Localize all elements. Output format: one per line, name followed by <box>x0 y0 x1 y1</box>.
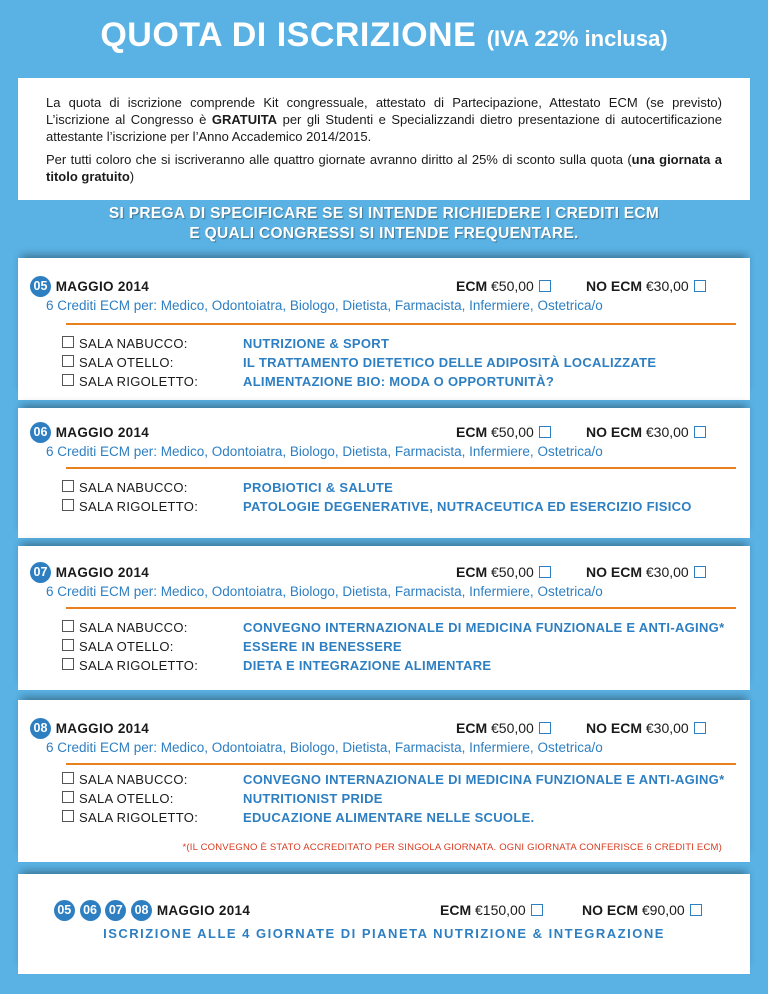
session-row[interactable]: SALA RIGOLETTO: PATOLOGIE DEGENERATIVE, NUTRACEUTICA ED ESERCIZIO FISICO <box>62 497 752 516</box>
session-row[interactable]: SALA OTELLO: NUTRITIONIST PRIDE <box>62 789 752 808</box>
session-checkbox <box>62 810 74 822</box>
divider <box>66 323 736 325</box>
session-checkbox <box>62 772 74 784</box>
session-list <box>62 618 752 675</box>
ecm-checkbox[interactable] <box>539 722 551 734</box>
ecm-checkbox[interactable] <box>539 426 551 438</box>
day-number-badge: 08 <box>131 900 152 921</box>
package-ecm-option[interactable]: ECM €150,00 <box>440 902 543 918</box>
session-checkbox <box>62 336 74 348</box>
no-ecm-checkbox[interactable] <box>694 280 706 292</box>
page-title <box>0 16 768 66</box>
package-title: ISCRIZIONE ALLE 4 GIORNATE DI PIANETA NUTRIZIONE & INTEGRAZIONE <box>103 926 665 941</box>
package-header: 05 06 07 08 MAGGIO 2014 ECM €150,00 NO ECM €90,00 <box>30 900 730 922</box>
divider <box>66 763 736 765</box>
day-number-badge: 06 <box>80 900 101 921</box>
day-panel-07 <box>18 546 750 690</box>
divider <box>66 467 736 469</box>
session-row[interactable]: SALA NABUCCO: NUTRIZIONE & SPORT <box>62 334 752 353</box>
day-header: 07 MAGGIO 2014 ECM €50,00 NO ECM €30,00 <box>30 562 730 584</box>
day-number-badge: 07 <box>30 562 51 583</box>
session-row[interactable]: SALA OTELLO: IL TRATTAMENTO DIETETICO DELLE ADIPOSITÀ LOCALIZZATE <box>62 353 752 372</box>
session-list <box>62 770 752 827</box>
no-ecm-option[interactable]: NO ECM €30,00 <box>586 564 706 580</box>
footnote: *(IL CONVEGNO È STATO ACCREDITATO PER SINGOLA GIORNATA. OGNI GIORNATA CONFERISCE 6 CREDITI ECM) <box>182 842 722 853</box>
session-checkbox <box>62 658 74 670</box>
credits-line: 6 Crediti ECM per: Medico, Odontoiatra, Biologo, Dietista, Farmacista, Infermiere, Ostetrica/o <box>46 740 603 755</box>
ecm-option[interactable]: ECM €50,00 <box>456 564 551 580</box>
title-main: QUOTA DI ISCRIZIONE <box>100 16 477 54</box>
ecm-checkbox[interactable] <box>539 566 551 578</box>
session-checkbox <box>62 374 74 386</box>
no-ecm-option[interactable]: NO ECM €30,00 <box>586 424 706 440</box>
session-row[interactable]: SALA NABUCCO: CONVEGNO INTERNAZIONALE DI MEDICINA FUNZIONALE E ANTI-AGING* <box>62 618 752 637</box>
day-number-badge: 05 <box>30 276 51 297</box>
day-number-badge: 08 <box>30 718 51 739</box>
no-ecm-checkbox[interactable] <box>694 722 706 734</box>
package-panel <box>18 874 750 974</box>
day-number-badge: 07 <box>105 900 126 921</box>
ecm-option[interactable]: ECM €50,00 <box>456 424 551 440</box>
credits-line: 6 Crediti ECM per: Medico, Odontoiatra, Biologo, Dietista, Farmacista, Infermiere, Ostetrica/o <box>46 584 603 599</box>
day-panel-05 <box>18 258 750 400</box>
session-checkbox <box>62 499 74 511</box>
day-number-badge: 06 <box>30 422 51 443</box>
credits-line: 6 Crediti ECM per: Medico, Odontoiatra, Biologo, Dietista, Farmacista, Infermiere, Ostetrica/o <box>46 298 603 313</box>
day-number-badge: 05 <box>54 900 75 921</box>
session-row[interactable]: SALA RIGOLETTO: EDUCAZIONE ALIMENTARE NELLE SCUOLE. <box>62 808 752 827</box>
ecm-checkbox[interactable] <box>539 280 551 292</box>
session-checkbox <box>62 791 74 803</box>
session-checkbox <box>62 639 74 651</box>
intro-box <box>18 78 750 200</box>
notice-banner: SI PREGA DI SPECIFICARE SE SI INTENDE RICHIEDERE I CREDITI ECM E QUALI CONGRESSI SI INTENDE FREQUENTARE. <box>108 205 660 242</box>
ecm-checkbox[interactable] <box>531 904 543 916</box>
intro-paragraph-1: La quota di iscrizione comprende Kit congressuale, attestato di Partecipazione, Attestato ECM (se previsto) L’iscrizione al Congresso è GRATUITA per gli Studenti e Specializzandi dietro presentazione di autocertificazione attestante l’iscrizione per l’Anno Accademico 2014/2015. <box>46 95 722 144</box>
package-no-ecm-option[interactable]: NO ECM €90,00 <box>582 902 702 918</box>
divider <box>66 607 736 609</box>
session-list <box>62 478 752 516</box>
ecm-option[interactable]: ECM €50,00 <box>456 720 551 736</box>
session-checkbox <box>62 355 74 367</box>
session-checkbox <box>62 620 74 632</box>
no-ecm-checkbox[interactable] <box>690 904 702 916</box>
no-ecm-option[interactable]: NO ECM €30,00 <box>586 720 706 736</box>
session-row[interactable]: SALA OTELLO: ESSERE IN BENESSERE <box>62 637 752 656</box>
session-row[interactable]: SALA NABUCCO: CONVEGNO INTERNAZIONALE DI MEDICINA FUNZIONALE E ANTI-AGING* <box>62 770 752 789</box>
ecm-option[interactable]: ECM €50,00 <box>456 278 551 294</box>
no-ecm-checkbox[interactable] <box>694 566 706 578</box>
day-panel-08 <box>18 700 750 862</box>
session-row[interactable]: SALA NABUCCO: PROBIOTICI & SALUTE <box>62 478 752 497</box>
no-ecm-option[interactable]: NO ECM €30,00 <box>586 278 706 294</box>
title-sub: (IVA 22% inclusa) <box>486 26 668 51</box>
day-header: 05 MAGGIO 2014 ECM €50,00 NO ECM €30,00 <box>30 276 730 298</box>
session-list <box>62 334 752 391</box>
day-panel-06 <box>18 408 750 538</box>
credits-line: 6 Crediti ECM per: Medico, Odontoiatra, Biologo, Dietista, Farmacista, Infermiere, Ostetrica/o <box>46 444 603 459</box>
session-row[interactable]: SALA RIGOLETTO: DIETA E INTEGRAZIONE ALIMENTARE <box>62 656 752 675</box>
no-ecm-checkbox[interactable] <box>694 426 706 438</box>
day-header: 08 MAGGIO 2014 ECM €50,00 NO ECM €30,00 <box>30 718 730 740</box>
day-header: 06 MAGGIO 2014 ECM €50,00 NO ECM €30,00 <box>30 422 730 444</box>
session-checkbox <box>62 480 74 492</box>
session-row[interactable]: SALA RIGOLETTO: ALIMENTAZIONE BIO: MODA O OPPORTUNITÀ? <box>62 372 752 391</box>
intro-paragraph-2: Per tutti coloro che si iscriveranno alle quattro giornate avranno diritto al 25% di sconto sulla quota (una giornata a titolo gratuito) <box>46 152 722 184</box>
